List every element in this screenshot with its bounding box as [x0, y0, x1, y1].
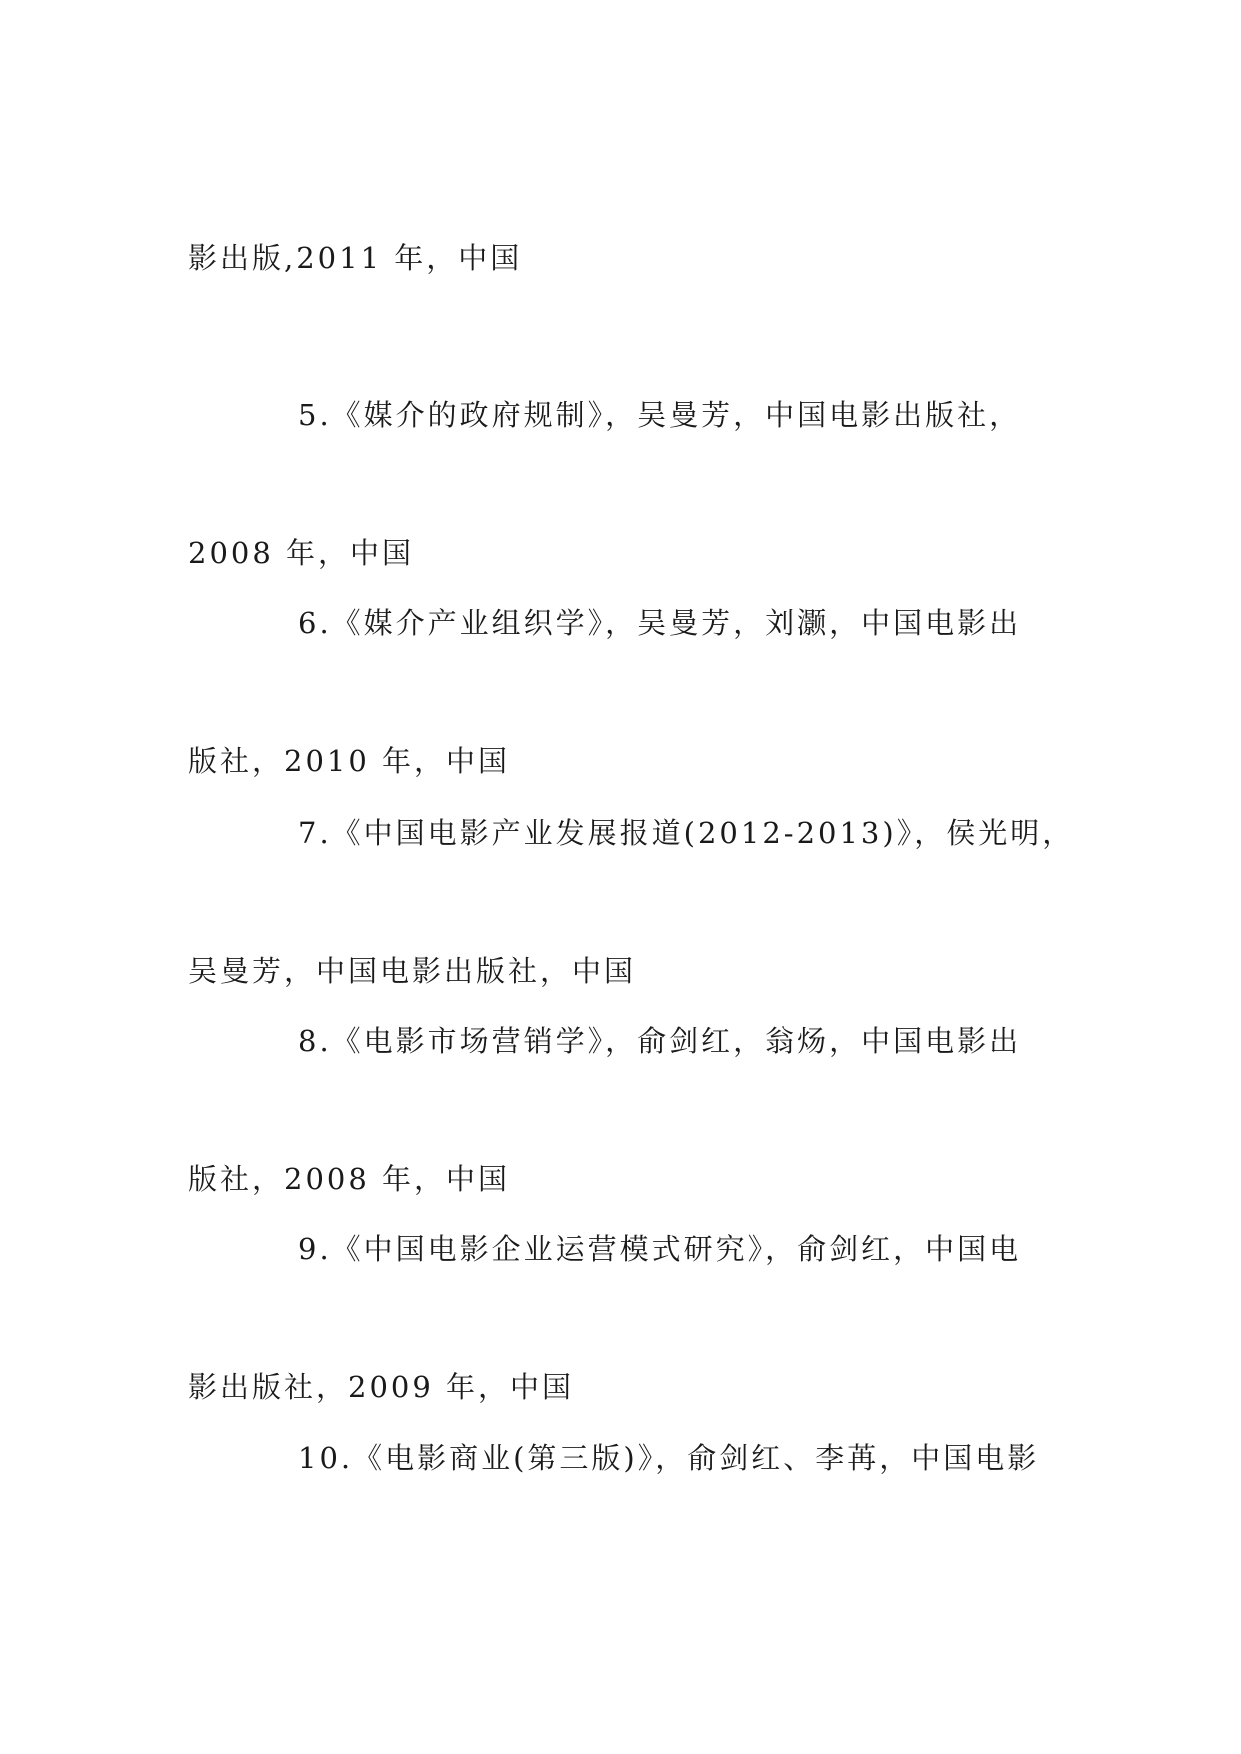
reference-line: 版社，2008 年，中国 — [188, 1162, 511, 1196]
reference-line: 6.《媒介产业组织学》，吴曼芳，刘灏，中国电影出 — [298, 606, 1022, 640]
reference-line: 版社，2010 年，中国 — [188, 744, 511, 778]
reference-line: 2008 年，中国 — [188, 536, 415, 570]
reference-line: 影出版社，2009 年，中国 — [188, 1370, 575, 1404]
reference-line: 8.《电影市场营销学》，俞剑红，翁炀，中国电影出 — [298, 1024, 1022, 1058]
reference-line: 9.《中国电影企业运营模式研究》，俞剑红，中国电 — [298, 1232, 1022, 1266]
reference-line: 吴曼芳，中国电影出版社，中国 — [188, 954, 637, 988]
reference-line: 5.《媒介的政府规制》，吴曼芳，中国电影出版社， — [298, 398, 1022, 432]
reference-item-10 — [188, 1343, 1068, 1573]
reference-line: 10.《电影商业(第三版)》，俞剑红、李苒，中国电影 — [298, 1441, 1040, 1475]
reference-line: 影出版,2011 年，中国 — [188, 241, 523, 275]
reference-line: 7.《中国电影产业发展报道(2012-2013)》，侯光明， — [298, 816, 1075, 850]
